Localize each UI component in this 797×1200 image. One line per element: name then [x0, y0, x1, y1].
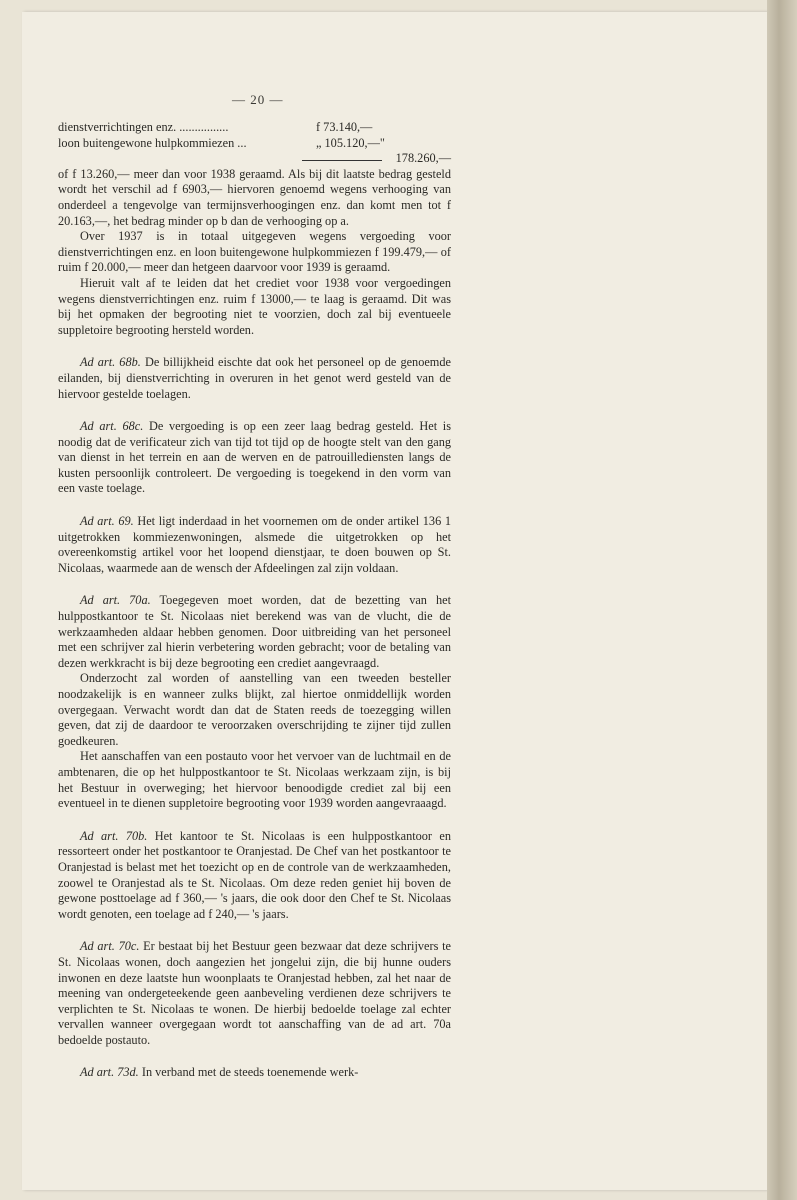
ledger-total: 178.260,— [395, 151, 451, 166]
paragraph: Onderzocht zal worden of aanstelling van een tweeden besteller noodzakelijk is en wanneer zulks blijkt, zal hiertoe onmiddellijk worden overgegaan. Verwacht wordt dan dat de Staten reeds de toezegging willen geven, dat zij de daardoor te veroorzaken overschrijding te zijner tijd zullen goedkeuren. [58, 671, 451, 748]
section-text: Het kantoor te St. Nicolaas is een hulppostkantoor en ressorteert onder het postkantoor te Oranjestad. De Chef van het postkantoor te Oranjestad is belast met het toezicht op en de controle van de werkzaamheden, zoowel te Oranjestad als te St. Nicolaas. Om deze reden geniet hij boven de gewone posttoelage ad f 360,— 's jaars, die ook door den Chef te St. Nicolaas wordt genoten, een toelage ad f 240,— 's jaars. [58, 828, 451, 921]
ledger-row [58, 136, 451, 152]
paragraph: Het aanschaffen van een postauto voor het vervoer van de luchtmail en de ambtenaren, die op het hulppostkantoor te St. Nicolaas werkzaam zijn, is bij het Bestuur in overweging; het hiervoor benoodigde crediet zal bij een eventueel in te dienen suppletoire begrooting voor 1939 worden aangevraaagd. [58, 749, 451, 811]
ledger-amount: f 73.140,— [316, 120, 373, 134]
section-heading: Ad art. 69. [80, 514, 134, 529]
page-number: — 20 — [232, 92, 284, 107]
ledger-label: loon buitengewone hulpkommiezen ... [58, 135, 247, 150]
section-70a [58, 593, 451, 671]
ledger-row [58, 120, 451, 136]
paragraph: Hieruit valt af te leiden dat het crediet voor 1938 voor vergoedingen wegens dienstverrichtingen enz. ruim f 13000,— te laag is geraamd. Dit was bij het opmaken der begrooting niet te voorzien, doch zal bij eventueele suppletoire begrooting hersteld worden. [58, 275, 451, 337]
section-text: Er bestaat bij het Bestuur geen bezwaar dat deze schrijvers te St. Nicolaas wonen, doch aangezien het jongelui zijn, die bij hunne ouders inwonen en deze laatste hun woonplaats te Oranjestad hebben, zal het naar de meening van ondergeteekende geen aanbeveling verdienen deze schrijvers te verplichten te St. Nicolaas te wonen. De hierbij bedoelde toelage zal echter vervallen wanneer overgegaan wordt tot aanschaffing van de ad art. 70a bedoelde postauto. [58, 939, 451, 1047]
ledger-label: dienstverrichtingen enz. ................ [58, 120, 229, 134]
ledger-amount: „ 105.120,—" [316, 135, 385, 150]
section-heading: Ad art. 70c. [80, 939, 140, 954]
paragraph: of f 13.260,— meer dan voor 1938 geraamd. Als bij dit laatste bedrag gesteld wordt het verschil ad f 6903,— hiervoren genoemd wegens verhooging van onderdeel a tengevolge van termijnsverhoogingen enz. dan komt men tot f 20.163,—, het bedrag minder op b dan de verhooging op a. [58, 166, 451, 228]
section-text: In verband met de steeds toenemende werk- [141, 1065, 359, 1080]
section-heading: Ad art. 68c. [80, 419, 144, 434]
section-heading: Ad art. 68b. [80, 355, 141, 370]
section-text: Het ligt inderdaad in het voornemen om de onder artikel 136 1 uitgetrokken kommiezenwoningen, alsmede die uitgetrokken op het overeenkomstig artikel voor het loopend dienstjaar, te doen bouwen op St. Nicolaas, waarmede aan de wensch der Afdeelingen zal zijn voldaan. [58, 514, 451, 575]
section-69 [58, 514, 451, 576]
section-73d [58, 1065, 451, 1081]
ledger-total-row [58, 151, 451, 167]
paragraph: Over 1937 is in totaal uitgegeven wegens vergoeding voor dienstverrichtingen enz. en loon buitengewone hulpkommiezen f 199.479,— of ruim f 20.000,— meer dan hetgeen daarvoor voor 1939 is geraamd. [58, 229, 451, 275]
section-heading: Ad art. 70b. [80, 828, 148, 843]
section-70c [58, 939, 451, 1048]
section-heading: Ad art. 70a. [80, 593, 151, 608]
section-heading: Ad art. 73d. [80, 1065, 139, 1080]
section-text: De vergoeding is op een zeer laag bedrag gesteld. Het is noodig dat de verificateur zich van tijd tot tijd op de hoogte stelt van den gang van dienst in het terrein en aan de werven en de patrouillediensten langs de kusten persoonlijk controleert. De vergoeding is toegekend in den vorm van een vaste toelage. [58, 419, 452, 496]
section-text: Toegegeven moet worden, dat de bezetting van het hulppostkantoor te St. Nicolaas niet berekend was van de vlucht, die de werkzaamheden aldaar hebben genomen. Door uitbreiding van het personeel met een schrijver zal hierin verbetering worden gebracht; voor de betaling van dezen werkkracht is bij deze begrooting een crediet aangevraagd. [58, 593, 452, 670]
book-binding-edge [767, 0, 797, 1200]
section-68b [58, 355, 451, 402]
document-body [58, 120, 451, 1081]
sum-rule [302, 160, 382, 161]
section-text: De billijkheid eischte dat ook het personeel op de genoemde eilanden, bij dienstverrichting in overuren in het genot werd gesteld van de hiervoor gestelde toelagen. [58, 355, 451, 401]
section-68c [58, 419, 451, 497]
section-70b [58, 829, 451, 923]
